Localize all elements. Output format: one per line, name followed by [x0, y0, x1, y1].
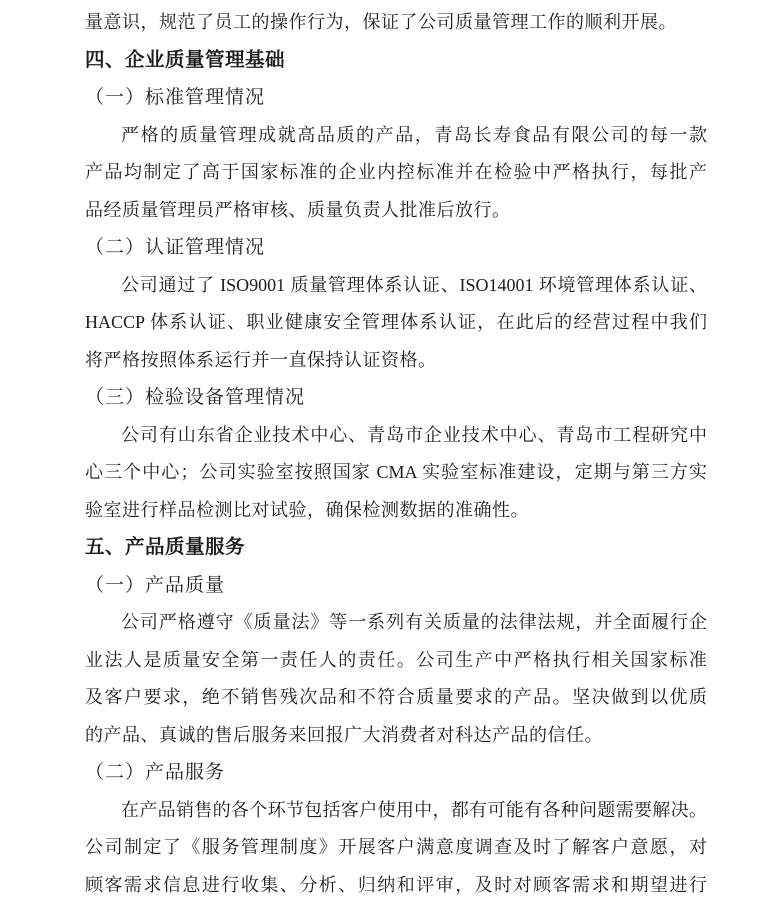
paragraph-line: 及客户要求，绝不销售残次品和不符合质量要求的产品。坚决做到以优质	[85, 687, 707, 707]
section-heading: 五、产品质量服务	[85, 536, 246, 558]
paragraph-line: 顾客需求信息进行收集、分析、归纳和评审，及时对顾客需求和期望进行	[85, 874, 707, 895]
paragraph-line: 验室进行样品检测比对试验，确保检测数据的准确性。	[85, 499, 529, 520]
paragraph-line: 产品均制定了高于国家标准的企业内控标准并在检验中严格执行，每批产	[85, 162, 707, 182]
paragraph-first-line: 公司通过了 ISO9001 质量管理体系认证、ISO14001 环境管理体系认证、	[121, 274, 707, 295]
paragraph-line: 心三个中心；公司实验室按照国家 CMA 实验室标准建设，定期与第三方实	[85, 462, 707, 482]
paragraph-first-line: 在产品销售的各个环节包括客户使用中，都有可能有各种问题需要解决。	[121, 799, 707, 820]
paragraph-first-line: 公司严格遵守《质量法》等一系列有关质量的法律法规，并全面履行企	[121, 612, 707, 632]
subsection-heading: （二）认证管理情况	[85, 237, 266, 258]
paragraph-first-line: 严格的质量管理成就高品质的产品，青岛长寿食品有限公司的每一款	[121, 124, 707, 145]
paragraph-line: 业法人是质量安全第一责任人的责任。公司生产中严格执行相关国家标准	[85, 649, 707, 670]
subsection-heading: （三）检验设备管理情况	[85, 387, 306, 408]
paragraph-line: HACCP 体系认证、职业健康安全管理体系认证，在此后的经营过程中我们	[85, 312, 707, 332]
paragraph-line: 的产品、真诚的售后服务来回报广大消费者对科达产品的信任。	[85, 724, 603, 745]
paragraph-line: 公司制定了《服务管理制度》开展客户满意度调查及时了解客户意愿，对	[85, 837, 707, 857]
paragraph-line: 量意识，规范了员工的操作行为，保证了公司质量管理工作的顺利开展。	[85, 12, 677, 32]
document-body	[85, 4, 707, 904]
subsection-heading: （一）标准管理情况	[85, 87, 266, 108]
paragraph-line: 品经质量管理员严格审核、质量负责人批准后放行。	[85, 199, 511, 220]
paragraph-first-line: 公司有山东省企业技术中心、青岛市企业技术中心、青岛市工程研究中	[121, 424, 707, 445]
paragraph-line: 将严格按照体系运行并一直保持认证资格。	[85, 349, 437, 370]
subsection-heading: （一）产品质量	[85, 574, 226, 596]
subsection-heading: （二）产品服务	[85, 762, 226, 783]
section-heading: 四、企业质量管理基础	[85, 48, 286, 71]
